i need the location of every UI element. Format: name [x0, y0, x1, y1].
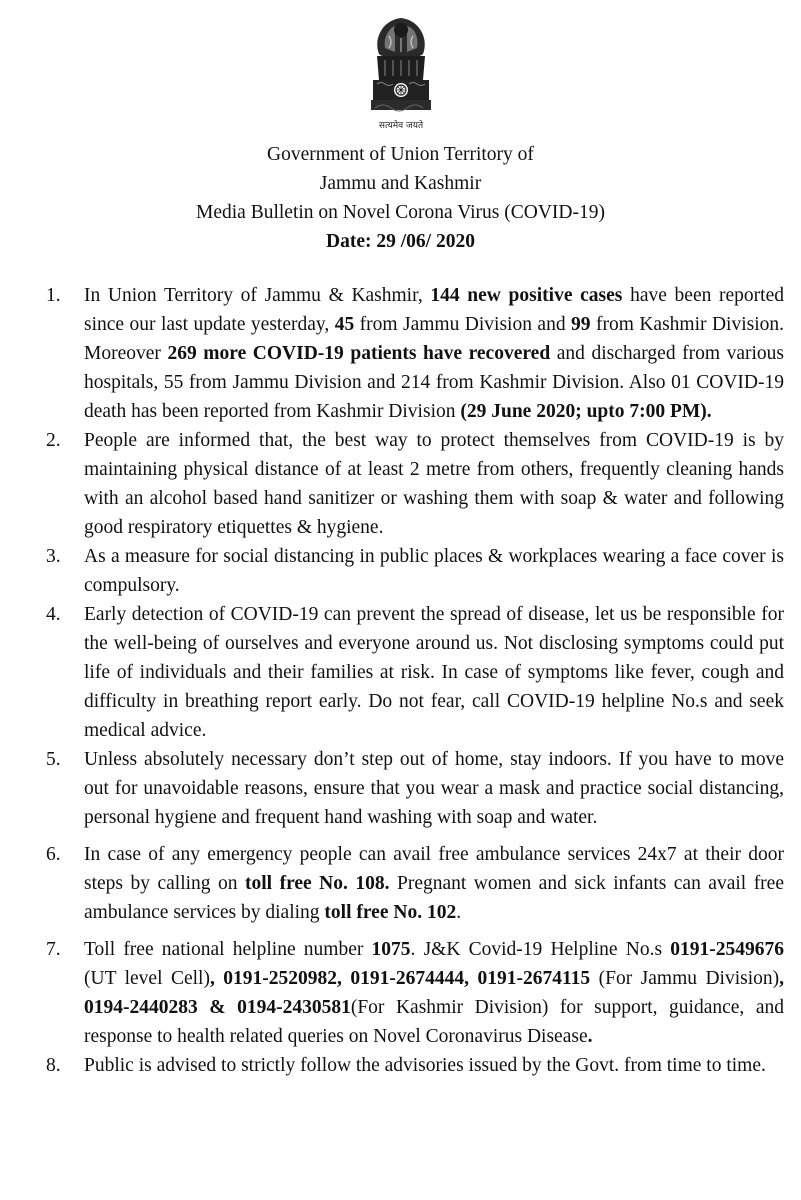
item-text: Pregnant women and sick infants can avail free ambulance services by dialing: [84, 873, 784, 923]
item-text: In Union Territory of Jammu & Kashmir,: [84, 285, 431, 306]
item-text: from Jammu Division and: [354, 314, 572, 335]
header-line-territory: Jammu and Kashmir: [319, 173, 482, 194]
bulletin-items-list: [46, 281, 784, 1080]
item-text: Early detection of COVID-19 can prevent the spread of disease, let us be responsible for the well-being of ourselves and everyone around us. Not disclosing symptoms could put life of individuals and their families at risk. In case of symptoms like fever, cough and difficulty in breathing report early. Do not fear, call COVID-19 helpline No.s and seek medical advice.: [84, 604, 784, 741]
item-text-bold: , 0191-2520982, 0191-2674444, 0191-2674115: [209, 968, 591, 989]
emblem-motto: सत्यमेव जयते: [378, 121, 424, 131]
header-line-bulletin-title: Media Bulletin on Novel Corona Virus (COVID-19): [196, 202, 605, 223]
bulletin-date: Date: 29 /06/ 2020: [326, 231, 475, 252]
item-number: 4.: [46, 604, 61, 625]
item-text: (For Kashmir Division) for support, guidance, and response to health related queries on Novel Coronavirus Disease: [84, 997, 785, 1047]
bulletin-item: [46, 1051, 784, 1080]
bulletin-item: [46, 935, 784, 1051]
item-text-bold: 45: [334, 314, 355, 335]
item-text: (UT level Cell): [84, 968, 210, 989]
bulletin-item: [46, 542, 784, 600]
item-text-bold: , 0194-2440283 & 0194-2430581: [84, 968, 784, 1018]
item-text-bold: 0191-2549676: [670, 939, 784, 960]
item-number: 3.: [46, 546, 61, 567]
item-number: 7.: [46, 939, 61, 960]
item-text: As a measure for social distancing in public places & workplaces wearing a face cover is compulsory.: [84, 546, 784, 596]
item-text-bold: 99: [571, 314, 591, 335]
item-number: 6.: [46, 844, 61, 865]
bulletin-item: [46, 745, 784, 832]
ashoka-emblem: [355, 8, 447, 136]
item-text: .: [456, 902, 462, 923]
bulletin-item: [46, 840, 784, 927]
item-text-bold: toll free No. 102: [324, 902, 457, 923]
item-text-bold: .: [587, 1026, 593, 1047]
item-number: 8.: [46, 1055, 61, 1076]
item-text-bold: toll free No. 108.: [245, 873, 390, 894]
ashoka-emblem-icon: [355, 8, 447, 136]
item-text: (For Jammu Division): [590, 968, 780, 989]
header-line-government: Government of Union Territory of: [267, 144, 534, 165]
bulletin-item: [46, 281, 784, 426]
bulletin-item: [46, 600, 784, 745]
item-text-bold: 269 more COVID-19 patients have recovered: [167, 343, 551, 364]
item-text: In case of any emergency people can avail free ambulance services 24x7 at their door steps by calling on: [84, 844, 784, 894]
item-text: Public is advised to strictly follow the advisories issued by the Govt. from time to time.: [84, 1055, 766, 1076]
item-text: have been reported since our last update yesterday,: [84, 285, 784, 335]
item-text-bold: 144 new positive cases: [430, 285, 623, 306]
bulletin-item: [46, 426, 784, 542]
item-text-bold: 1075: [371, 939, 411, 960]
item-text: Unless absolutely necessary don’t step out of home, stay indoors. If you have to move out for unavoidable reasons, ensure that you wear a mask and practice social distancing, personal hygiene and frequent hand washing with soap and water.: [84, 749, 784, 828]
item-text: and discharged from various hospitals, 55 from Jammu Division and 214 from Kashmir Division. Also 01 COVID-19 death has been reported from Kashmir Division: [84, 343, 785, 422]
item-text: from Kashmir Division. Moreover: [84, 314, 784, 364]
item-text: . J&K Covid-19 Helpline No.s: [410, 939, 671, 960]
item-number: 5.: [46, 749, 61, 770]
item-text-bold: (29 June 2020; upto 7:00 PM).: [460, 401, 712, 422]
item-text: Toll free national helpline number: [84, 939, 372, 960]
item-text: People are informed that, the best way to protect themselves from COVID-19 is by maintaining physical distance of at least 2 metre from others, frequently cleaning hands with an alcohol based hand sanitizer or washing them with soap & water and following good respiratory etiquettes & hygiene.: [84, 430, 784, 538]
bulletin-header: [0, 140, 801, 256]
item-number: 2.: [46, 430, 61, 451]
item-number: 1.: [46, 285, 61, 306]
